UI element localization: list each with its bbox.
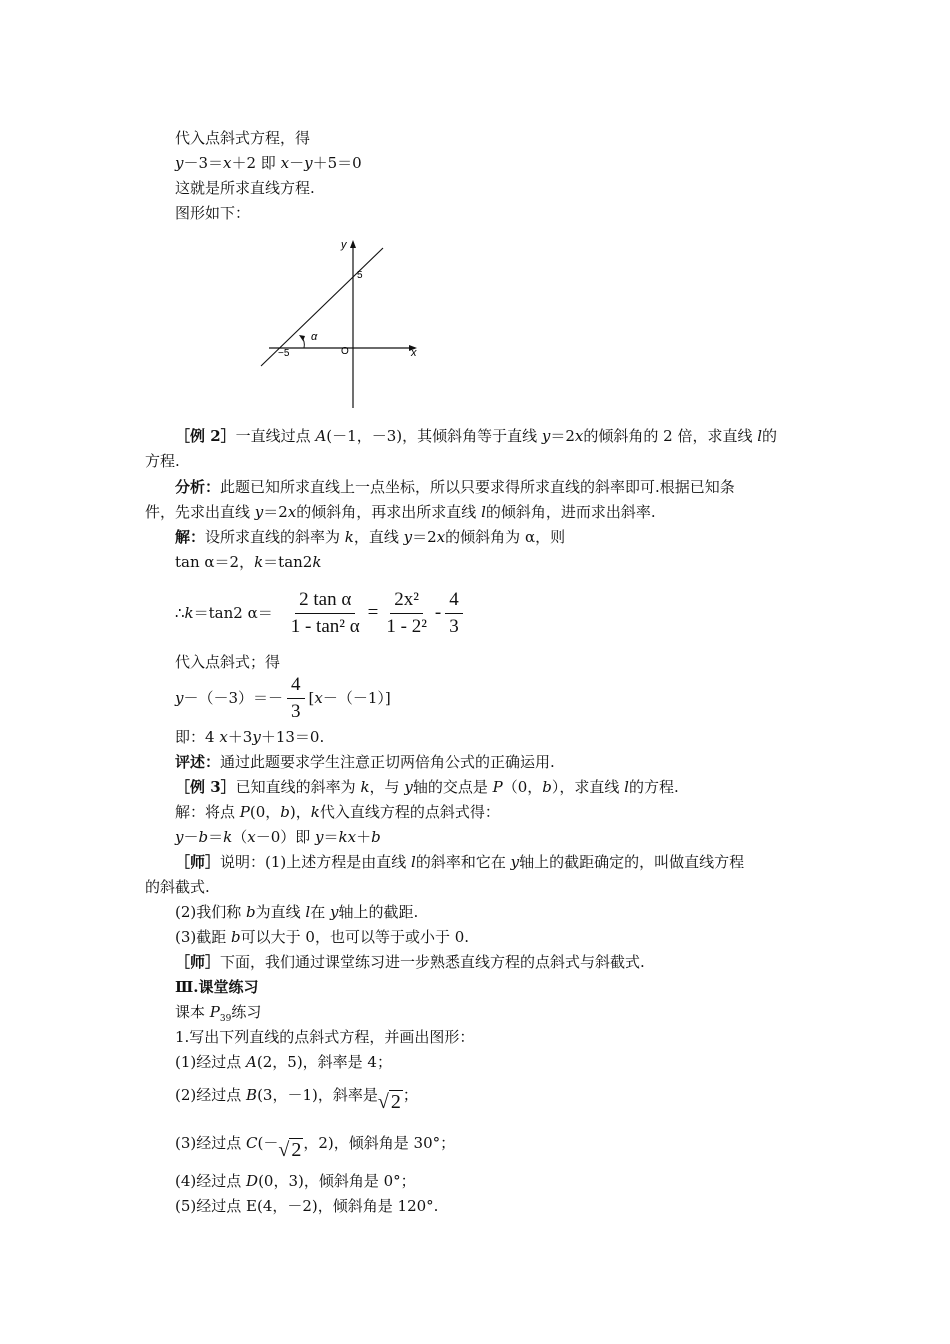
sqrt-symbol: √ 2	[377, 1091, 401, 1113]
txt: tan α＝2，	[175, 553, 255, 571]
teacher-note-line3	[175, 902, 418, 922]
var: y	[404, 778, 413, 796]
denominator: 1 - tan² α	[290, 615, 360, 637]
denominator: 3	[449, 615, 459, 637]
txt: ＝tan2	[263, 553, 313, 571]
var: y	[510, 853, 520, 871]
text-line: 这就是所求直线方程.	[175, 179, 315, 197]
txt: ＝2	[550, 427, 575, 445]
text-line: 代入点斜式方程，得	[175, 129, 311, 147]
fraction-substituted	[382, 589, 431, 638]
var: k	[254, 553, 264, 571]
x-intercept-label: −5	[278, 348, 290, 359]
txt: 轴的交点是	[412, 778, 493, 796]
teacher-tag: ［师］	[175, 953, 221, 971]
txt: ＋2 即	[231, 154, 281, 172]
var: b	[246, 903, 256, 921]
var: b	[198, 828, 209, 846]
example-3-solution	[175, 802, 500, 822]
solution-tag: 解：	[175, 528, 206, 546]
txt: (2，5)，斜率是 4；	[256, 1053, 392, 1071]
text-line: 代入点斜式；得	[175, 653, 281, 671]
txt: －（－3）＝－	[183, 689, 284, 707]
txt: ＝2	[412, 528, 437, 546]
numerator: 4	[287, 674, 305, 699]
txt: 的倾斜角的 2 倍，求直线	[583, 427, 758, 445]
exercise-item-5: (5)经过点 E(4，－2)，倾斜角是 120°.	[175, 1197, 439, 1215]
var: y	[330, 903, 339, 921]
txt: ＋3	[227, 728, 253, 746]
txt: ＝tan2 α＝	[193, 604, 273, 622]
var: y	[254, 503, 264, 521]
txt: (3)经过点	[175, 1134, 247, 1152]
txt: 代入直线方程的点斜式得：	[319, 803, 500, 821]
teacher-note-line1	[175, 852, 744, 872]
solution-formula	[175, 586, 467, 640]
denominator: 1 - 2²	[386, 615, 427, 637]
txt: [	[308, 689, 315, 707]
txt: 轴上的截距确定的，叫做直线方程	[519, 853, 745, 871]
txt: 件，先求出直线	[145, 503, 255, 521]
txt: ＝2	[263, 503, 288, 521]
var: b	[542, 778, 552, 796]
equation-line	[175, 153, 362, 173]
txt: －（－1）]	[322, 689, 391, 707]
y-axis-arrow	[350, 240, 356, 248]
fraction-tan-double	[287, 589, 364, 638]
var: b	[371, 828, 381, 846]
analysis-line1	[175, 477, 735, 497]
txt: ，直线	[353, 528, 404, 546]
angle-label: α	[311, 331, 318, 343]
page-subscript: 39	[219, 1014, 232, 1024]
txt: 的方程.	[628, 778, 679, 796]
txt: (－	[257, 1134, 279, 1152]
numerator: 2 tan α	[295, 589, 355, 614]
var: l	[481, 503, 486, 521]
radicand: 2	[390, 1091, 401, 1113]
y-axis-label: y	[341, 239, 347, 251]
txt: -	[434, 602, 442, 623]
txt: 设所求直线的斜率为	[205, 528, 345, 546]
solution-line2	[175, 552, 321, 572]
txt: 的	[762, 427, 778, 445]
teacher-note-2	[175, 952, 645, 972]
var: y	[541, 427, 551, 445]
review-tag: 评述：	[175, 753, 221, 771]
var: y	[304, 154, 313, 172]
txt: ＋13＝0.	[260, 728, 325, 746]
var: k	[223, 828, 233, 846]
txt: ∴	[175, 604, 185, 622]
general-form-equation	[175, 727, 324, 747]
txt: (3)截距	[175, 928, 232, 946]
var: P	[239, 803, 250, 821]
var: kx	[338, 828, 357, 846]
var: y	[403, 528, 413, 546]
example-3-line	[175, 777, 679, 797]
txt: 课本	[175, 1003, 210, 1021]
var: y	[175, 828, 184, 846]
numerator: 2x²	[390, 589, 423, 614]
txt: (1)经过点	[175, 1053, 247, 1071]
var: x	[219, 728, 228, 746]
txt: (0，3)，倾斜角是 0°；	[258, 1172, 416, 1190]
txt: 即：4	[175, 728, 220, 746]
txt: (－1，－3)，其倾斜角等于直线	[326, 427, 542, 445]
teacher-tag: ［师］	[175, 853, 221, 871]
txt: 练习	[231, 1003, 262, 1021]
txt: 在	[310, 903, 331, 921]
txt: 已知直线的斜率为	[235, 778, 361, 796]
var: x	[280, 154, 290, 172]
txt: （	[232, 828, 248, 846]
exercise-item-1	[175, 1052, 392, 1072]
txt: ＝	[208, 828, 224, 846]
review-line	[175, 752, 555, 772]
solution-line1	[175, 527, 565, 547]
var: b	[231, 928, 241, 946]
txt: 一直线过点	[235, 427, 316, 445]
var: x	[287, 503, 297, 521]
var: l	[624, 778, 629, 796]
origin-label: O	[341, 346, 349, 357]
exercise-item-3	[175, 1122, 455, 1163]
var: l	[757, 427, 763, 445]
var: x	[314, 689, 323, 707]
txt: 此题已知所求直线上一点坐标，所以只要求得所求直线的斜率即可.根据已知条	[220, 478, 735, 496]
txt: ，2)，倾斜角是 30°；	[303, 1134, 456, 1152]
var: k	[344, 528, 354, 546]
numerator: 4	[445, 589, 463, 614]
textbook-reference	[175, 1002, 261, 1029]
exercise-question: 1.写出下列直线的点斜式方程，并画出图形：	[175, 1028, 475, 1046]
var: D	[246, 1172, 259, 1190]
txt: =	[367, 602, 379, 623]
txt: (2)我们称	[175, 903, 247, 921]
txt: －	[289, 154, 305, 172]
txt: ＝	[323, 828, 339, 846]
var: y	[175, 689, 184, 707]
example-tag: ［例 2］	[175, 427, 236, 445]
exercise-item-4	[175, 1171, 416, 1191]
x-axis-label: x	[411, 347, 417, 359]
txt: 为直线	[255, 903, 306, 921]
var: x	[436, 528, 446, 546]
txt: 轴上的截距.	[338, 903, 419, 921]
teacher-note-line2: 的斜截式.	[145, 878, 210, 896]
y-intercept-label: 5	[357, 270, 363, 281]
var: A	[315, 427, 327, 445]
var: x	[223, 154, 232, 172]
txt: ，与	[369, 778, 405, 796]
txt: ），求直线	[551, 778, 625, 796]
var: x	[574, 427, 584, 445]
var: C	[246, 1134, 258, 1152]
txt: (0，	[249, 803, 281, 821]
fraction-result	[445, 589, 463, 638]
var: k	[184, 604, 194, 622]
txt: (2)经过点	[175, 1086, 247, 1104]
txt: 解：将点	[175, 803, 240, 821]
txt: －0）即	[255, 828, 316, 846]
txt: 通过此题要求学生注意正切两倍角公式的正确运用.	[220, 753, 555, 771]
teacher-note-line4	[175, 927, 469, 947]
exercise-item-2	[175, 1074, 418, 1115]
txt: 说明：(1)上述方程是由直线	[220, 853, 412, 871]
var: k	[360, 778, 370, 796]
txt: ＋5＝0	[312, 154, 362, 172]
txt: （0，	[502, 778, 543, 796]
var: P	[209, 1003, 220, 1021]
txt: ；	[402, 1086, 418, 1104]
analysis-line2	[145, 502, 656, 522]
txt: )，	[289, 803, 311, 821]
txt: －3＝	[183, 154, 224, 172]
example-2-line2: 方程.	[145, 452, 180, 470]
txt: 的倾斜角，进而求出斜率.	[485, 503, 656, 521]
fraction-slope	[287, 674, 305, 723]
sqrt-symbol: √ 2	[278, 1139, 302, 1161]
txt: 可以大于 0，也可以等于或小于 0.	[240, 928, 470, 946]
var: l	[411, 853, 416, 871]
line-graph-figure	[255, 232, 430, 412]
var: y	[315, 828, 324, 846]
var: A	[246, 1053, 257, 1071]
example-2-line1	[175, 426, 777, 446]
var: y	[252, 728, 261, 746]
point-slope-equation	[175, 672, 391, 724]
txt: 的倾斜角为 α，则	[445, 528, 566, 546]
denominator: 3	[291, 700, 301, 722]
txt: ＋	[356, 828, 372, 846]
txt: (3，－1)，斜率是	[257, 1086, 378, 1104]
var: k	[310, 803, 320, 821]
var: x	[247, 828, 256, 846]
radicand: 2	[291, 1139, 302, 1161]
section-heading: Ⅲ.课堂练习	[175, 978, 259, 996]
angle-arrow	[299, 335, 305, 341]
txt: 的斜率和它在	[415, 853, 511, 871]
var: B	[246, 1086, 258, 1104]
var: k	[312, 553, 322, 571]
var: y	[175, 154, 184, 172]
var: P	[492, 778, 503, 796]
var: b	[280, 803, 290, 821]
analysis-tag: 分析：	[175, 478, 221, 496]
example-tag: ［例 3］	[175, 778, 236, 796]
txt: －	[183, 828, 199, 846]
txt: 的倾斜角，再求出所求直线	[296, 503, 482, 521]
var: l	[305, 903, 311, 921]
slope-intercept-equation	[175, 827, 381, 847]
txt: 下面，我们通过课堂练习进一步熟悉直线方程的点斜式与斜截式.	[220, 953, 645, 971]
txt: (4)经过点	[175, 1172, 247, 1190]
text-line: 图形如下：	[175, 204, 251, 222]
